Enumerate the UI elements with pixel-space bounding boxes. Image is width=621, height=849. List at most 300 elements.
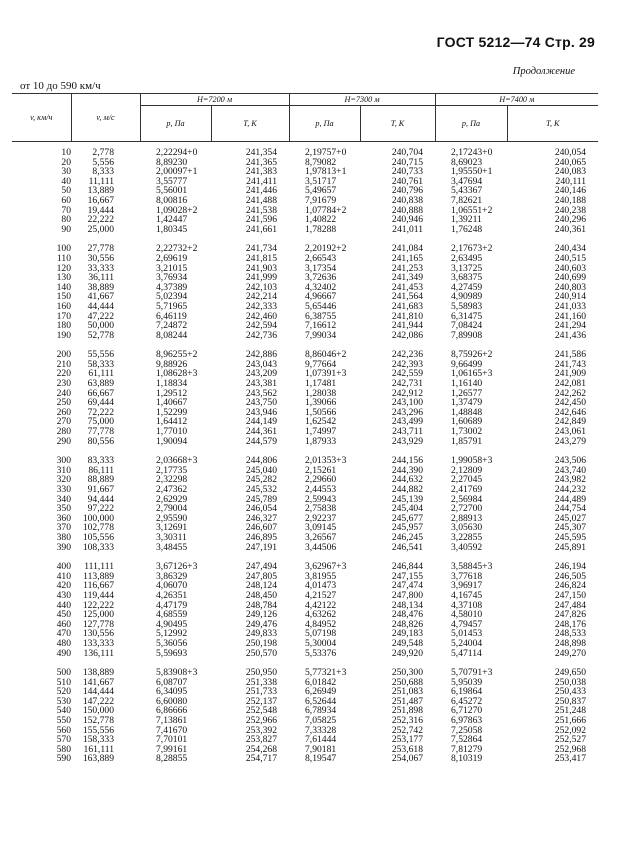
table-cell: 241,810 [391,310,423,322]
table-cell: 241,294 [554,320,586,332]
table-cell: 6,86666 [156,705,188,717]
table-cell: 5,59693 [156,647,188,659]
table-cell: 510 [56,676,71,688]
table-cell: 243,929 [391,435,423,447]
table-cell: 90 [61,223,71,235]
table-cell: 247,484 [554,599,586,611]
table-cell: 161,111 [83,743,114,755]
table-cell: 240,434 [554,243,586,255]
table-cell: 144,444 [82,686,114,698]
table-cell: 244,632 [391,474,423,486]
table-cell: 119,444 [83,589,114,601]
col-pressure-1: p, Па [140,106,211,142]
table-cell: 13,889 [87,185,114,197]
table-cell: 249,476 [245,618,277,630]
table-cell: 2,62929 [156,493,188,505]
table-cell: 241,909 [554,368,586,380]
table-cell: 249,650 [554,667,586,679]
col-speed-ms: v, м/с [71,94,140,142]
table-cell: 3,47694 [451,175,483,187]
table-cell: 248,476 [391,609,423,621]
table-cell: 248,784 [245,599,277,611]
table-cell: 63,889 [87,378,114,390]
table-cell: 4,37389 [156,281,188,293]
table-cell: 390 [56,541,71,553]
table-cell: 243,711 [392,426,423,438]
table-cell: 240,838 [391,194,423,206]
table-cell: 245,595 [554,531,586,543]
table-cell: 4,84952 [305,618,337,630]
table-cell: 16,667 [87,194,114,206]
table-cell: 3,55777 [156,175,188,187]
table-cell: 2,22294+0 [156,147,198,158]
atmosphere-table [12,93,598,764]
table-cell: 150,000 [82,705,114,717]
table-cell: 4,96667 [305,291,337,303]
table-cell: 97,222 [87,503,114,515]
table-cell: 320 [56,474,71,486]
table-cell: 1,97813+1 [305,166,347,178]
table-cell: 220 [56,368,71,380]
table-cell: 88,889 [87,474,114,486]
table-cell: 246,824 [554,580,586,592]
table-cell: 3,48455 [156,541,188,553]
table-cell: 241,488 [245,194,277,206]
table-cell: 5,70791+3 [451,667,493,679]
table-cell: 3,17354 [305,262,337,274]
table-cell: 4,27459 [451,281,483,293]
table-cell: 5,556 [92,156,114,168]
table-cell: 252,966 [245,715,277,727]
col-pressure-3: p, Па [435,106,507,142]
table-cell: 60 [61,194,71,206]
table-cell: 440 [56,599,71,611]
page-header [437,34,595,50]
table-cell: 2,17673+2 [451,243,493,255]
table-cell: 242,646 [554,406,586,418]
table-cell: 460 [56,618,71,630]
table-cell: 241,436 [554,329,586,341]
table-cell: 5,49657 [305,185,337,197]
table-cell: 243,043 [245,358,277,370]
table-cell: 242,262 [554,387,586,399]
table-cell: 590 [56,753,71,765]
table-cell: 5,77321+3 [305,667,347,679]
table-cell: 245,027 [554,512,586,524]
table-cell: 1,37479 [451,397,483,409]
table-cell: 243,279 [554,435,586,447]
table-cell: 242,736 [245,329,277,341]
table-cell: 244,390 [391,464,423,476]
table-cell: 240,803 [554,281,586,293]
table-cell: 243,740 [554,464,586,476]
table-cell: 1,78288 [305,223,337,235]
table-cell: 7,89908 [451,329,483,341]
table-cell: 550 [56,715,71,727]
table-cell: 244,489 [554,493,586,505]
table-cell: 122,222 [82,599,114,611]
table-cell: 6,78934 [305,705,337,717]
table-cell: 242,594 [245,320,277,332]
table-cell: 251,338 [245,676,277,688]
table-cell: 11,111 [88,175,114,187]
table-cell: 252,137 [245,695,277,707]
table-cell: 4,68559 [156,609,188,621]
table-cell: 253,827 [245,734,277,746]
table-cell: 3,96917 [451,580,483,592]
table-cell: 33,333 [87,262,114,274]
table-cell: 243,982 [554,474,586,486]
table-cell: 1,06551+2 [451,204,493,216]
table-cell: 240,065 [554,156,586,168]
table-cell: 244,149 [245,416,277,428]
table-cell: 8,10319 [451,753,483,765]
table-cell: 570 [56,734,71,746]
table-cell: 4,21527 [305,589,337,601]
table-cell: 310 [56,464,71,476]
table-cell: 2,27045 [451,474,483,486]
table-cell: 2,32298 [156,474,188,486]
table-cell: 52,778 [87,329,114,341]
table-cell: 360 [56,512,71,524]
table-cell: 1,08628+3 [156,368,198,380]
table-cell: 6,08707 [156,676,188,688]
table-cell: 94,444 [87,493,114,505]
table-cell: 5,83908+3 [156,667,198,679]
table-cell: 3,05630 [451,522,483,534]
table-cell: 247,800 [391,589,423,601]
table-cell: 3,77618 [451,570,483,582]
table-cell: 240,361 [554,223,586,235]
table-cell: 1,52299 [156,406,188,418]
table-cell: 5,02394 [156,291,188,303]
table-cell: 244,361 [245,426,277,438]
table-cell: 340 [56,493,71,505]
table-cell: 247,826 [554,609,586,621]
table-row [12,543,598,553]
table-cell: 5,56001 [156,185,188,197]
table-cell: 243,061 [554,426,586,438]
table-cell: 130 [56,272,71,284]
table-cell: 246,327 [245,512,277,524]
table-cell: 111,111 [84,561,114,573]
table-cell: 242,849 [554,416,586,428]
table-cell: 7,70101 [156,734,188,746]
table-cell: 243,946 [245,406,277,418]
table-cell: 4,37108 [451,599,483,611]
table-cell: 245,957 [391,522,423,534]
table-cell: 242,081 [554,378,586,390]
table-cell: 2,88913 [451,512,483,524]
table-cell: 1,95550+1 [451,166,493,178]
page-number: Стр. 29 [544,34,595,50]
table-cell: 245,282 [245,474,277,486]
table-cell: 3,67126+3 [156,561,198,573]
table-cell: 242,731 [391,378,423,390]
table-cell: 241,354 [245,147,277,158]
table-cell: 242,450 [554,397,586,409]
table-cell: 252,548 [245,705,277,717]
table-cell: 105,556 [82,531,114,543]
height-header-3: H=7400 м [435,94,598,106]
table-cell: 244,579 [245,435,277,447]
table-cell: 240 [56,387,71,399]
table-cell: 61,111 [88,368,114,380]
table-cell: 2,95590 [156,512,188,524]
table-cell: 7,24872 [156,320,188,332]
table-cell: 200 [56,349,71,361]
table-cell: 1,16140 [451,378,483,390]
table-cell: 7,08424 [451,320,483,332]
table-row [12,649,598,659]
table-cell: 190 [56,329,71,341]
table-cell: 241,011 [392,223,423,235]
table-cell: 242,886 [245,349,277,361]
table-cell: 4,16745 [451,589,483,601]
table-cell: 245,139 [391,493,423,505]
table-row [12,142,598,158]
table-cell: 44,444 [87,300,114,312]
table-cell: 3,81955 [305,570,337,582]
table-cell: 36,111 [88,272,114,284]
table-cell: 247,191 [245,541,277,553]
table-cell: 251,487 [391,695,423,707]
height-header-1: H=7200 м [140,94,289,106]
table-cell: 247,474 [391,580,423,592]
table-cell: 7,99034 [305,329,337,341]
table-cell: 252,316 [391,715,423,727]
table-cell: 6,01842 [305,676,337,688]
table-cell: 247,155 [391,570,423,582]
table-cell: 102,778 [82,522,114,534]
table-cell: 8,75926+2 [451,349,493,361]
table-cell: 248,134 [391,599,423,611]
table-cell: 1,17481 [305,378,337,390]
table-cell: 9,66499 [451,358,483,370]
table-cell: 490 [56,647,71,659]
table-cell: 242,086 [391,329,423,341]
table-cell: 249,548 [391,637,423,649]
table-cell: 6,46119 [156,310,187,322]
table-cell: 2,44553 [305,484,337,495]
table-cell: 1,09028+2 [156,204,198,216]
table-cell: 2,59943 [305,493,337,505]
table-cell: 3,62967+3 [305,561,347,573]
table-cell: 251,083 [391,686,423,698]
table-cell: 246,895 [245,531,277,543]
table-cell: 147,222 [82,695,114,707]
table-cell: 10 [61,147,71,158]
table-cell: 2,12809 [451,464,483,476]
table-cell: 2,69619 [156,252,188,264]
table-cell: 163,889 [82,753,114,765]
table-cell: 246,844 [391,561,423,573]
table-cell: 4,90989 [451,291,483,303]
table-cell: 248,826 [391,618,423,630]
table-cell: 91,667 [87,484,114,495]
table-cell: 8,79082 [305,156,337,168]
height-header-2: H=7300 м [289,94,435,106]
table-cell: 245,404 [391,503,423,515]
table-cell: 2,47362 [156,484,188,495]
table-cell: 248,450 [245,589,277,601]
table-cell: 350 [56,503,71,515]
table-cell: 155,556 [82,724,114,736]
table-cell: 430 [56,589,71,601]
table-cell: 3,30311 [156,531,187,543]
table-cell: 251,733 [245,686,277,698]
table-cell: 246,054 [245,503,277,515]
col-pressure-2: p, Па [289,106,360,142]
table-cell: 150 [56,291,71,303]
table-cell: 240,083 [554,166,586,178]
table-cell: 1,48848 [451,406,483,418]
table-cell: 2,17243+0 [451,147,493,158]
table-cell: 470 [56,628,71,640]
table-cell: 7,33328 [305,724,337,736]
table-cell: 241,999 [245,272,277,284]
table-cell: 254,067 [391,753,423,765]
table-cell: 241,944 [391,320,423,332]
table-cell: 1,39066 [305,397,337,409]
table-cell: 241,903 [245,262,277,274]
table-cell: 253,392 [245,724,277,736]
table-cell: 249,920 [391,647,423,659]
table-cell: 241,411 [246,175,277,187]
table-cell: 1,74997 [305,426,337,438]
table-cell: 30 [61,166,71,178]
table-cell: 22,222 [87,214,114,226]
table-cell: 530 [56,695,71,707]
table-cell: 245,307 [554,522,586,534]
table-cell: 5,30004 [305,637,337,649]
table-cell: 380 [56,531,71,543]
table-cell: 7,52864 [451,734,483,746]
table-cell: 500 [56,667,71,679]
table-cell: 3,22855 [451,531,483,543]
table-cell: 2,29660 [305,474,337,486]
table-cell: 8,89230 [156,156,188,168]
table-cell: 241,446 [245,185,277,197]
table-cell: 116,667 [83,580,114,592]
table-cell: 1,73002 [451,426,483,438]
table-cell: 241,661 [245,223,277,235]
table-cell: 1,85791 [451,435,483,447]
table-cell: 3,13725 [451,262,483,274]
table-cell: 72,222 [87,406,114,418]
table-cell: 133,333 [82,637,114,649]
table-cell: 86,111 [88,464,114,476]
table-cell: 245,677 [391,512,423,524]
table-cell: 250,038 [554,676,586,688]
table-cell: 5,95039 [451,676,483,688]
table-cell: 2,56984 [451,493,483,505]
table-cell: 330 [56,484,71,495]
table-cell: 1,42447 [156,214,188,226]
table-cell: 241,586 [554,349,586,361]
table-cell: 253,618 [391,743,423,755]
table-cell: 241,596 [245,214,277,226]
table-cell: 58,333 [87,358,114,370]
continued-label: Продолжение [512,66,575,77]
table-cell: 5,53376 [305,647,337,659]
table-cell: 120 [56,262,71,274]
table-cell: 6,60080 [156,695,188,707]
table-cell: 4,42122 [305,599,337,611]
table-cell: 125,000 [82,609,114,621]
table-cell: 300 [56,455,71,467]
table-cell: 6,97863 [451,715,483,727]
table-cell: 1,87933 [305,435,337,447]
table-cell: 3,72636 [305,272,337,284]
table-cell: 252,742 [391,724,423,736]
table-cell: 2,03668+3 [156,455,198,467]
table-cell: 241,734 [245,243,277,255]
table-cell: 4,47179 [156,599,188,611]
table-cell: 66,667 [87,387,114,399]
table-cell: 240,699 [554,272,586,284]
table-cell: 246,541 [391,541,423,553]
table-cell: 25,000 [87,223,114,235]
table-cell: 251,898 [391,705,423,717]
table-cell: 248,898 [554,637,586,649]
table-cell: 3,76934 [156,272,188,284]
table-cell: 370 [56,522,71,534]
table-cell: 254,717 [245,753,277,765]
table-cell: 400 [56,561,71,573]
table-cell: 540 [56,705,71,717]
table-cell: 241,084 [391,243,423,255]
speed-range: от 10 до 590 км/ч [20,80,101,92]
table-cell: 250,570 [245,647,277,659]
table-cell: 2,19757+0 [305,147,347,158]
table-cell: 141,667 [82,676,114,688]
table-cell: 130,556 [82,628,114,640]
table-cell: 5,47114 [451,647,482,659]
table-cell: 4,01473 [305,580,337,592]
table-cell: 240,733 [391,166,423,178]
table-cell: 3,21015 [156,262,188,274]
standard-number: ГОСТ 5212—74 [436,34,541,50]
table-cell: 138,889 [82,667,114,679]
table-cell: 7,82621 [451,194,483,206]
table-cell: 38,889 [87,281,114,293]
table-cell: 241,538 [245,204,277,216]
table-cell: 70 [61,204,71,216]
table-cell: 240,603 [554,262,586,274]
table-cell: 3,12691 [156,522,188,534]
table-cell: 249,270 [554,647,586,659]
table-cell: 152,778 [82,715,114,727]
table-cell: 4,79457 [451,618,483,630]
table-cell: 69,444 [87,397,114,409]
table-cell: 5,65446 [305,300,337,312]
table-cell: 241,815 [245,252,277,264]
table-cell: 2,92237 [305,512,337,524]
table-cell: 1,40667 [156,397,188,409]
table-cell: 250,198 [245,637,277,649]
table-row [12,331,598,341]
table-cell: 560 [56,724,71,736]
table-cell: 1,40822 [305,214,337,226]
table-cell: 2,72700 [451,503,483,515]
table-cell: 241,453 [391,281,423,293]
table-cell: 3,40592 [451,541,483,553]
table-cell: 240,111 [555,175,586,187]
table-cell: 410 [56,570,71,582]
table-cell: 108,333 [82,541,114,553]
table-cell: 290 [56,435,71,447]
